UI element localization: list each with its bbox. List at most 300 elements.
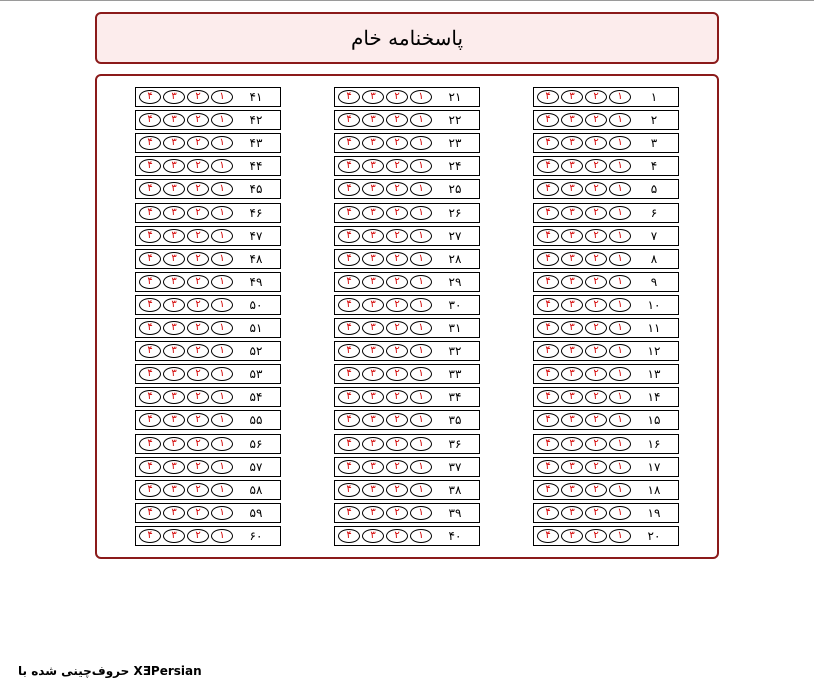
option-bubble[interactable]: ۳ [362, 159, 384, 173]
option-bubble[interactable]: ۴ [139, 275, 161, 289]
question-number: ۱۱ [647, 321, 661, 335]
option-bubble[interactable]: ۲ [187, 390, 209, 404]
option-bubble[interactable]: ۲ [585, 113, 607, 127]
option-bubble[interactable]: ۱ [609, 437, 631, 451]
option-bubble[interactable]: ۴ [338, 390, 360, 404]
option-bubble[interactable]: ۳ [163, 413, 185, 427]
option-bubble[interactable]: ۲ [187, 113, 209, 127]
option-bubble[interactable]: ۱ [609, 344, 631, 358]
option-bubble[interactable]: ۳ [561, 90, 583, 104]
option-bubble[interactable]: ۲ [585, 136, 607, 150]
option-bubble[interactable]: ۴ [537, 367, 559, 381]
option-bubble[interactable]: ۳ [561, 529, 583, 543]
option-bubbles [537, 90, 631, 104]
option-bubble[interactable]: ۲ [585, 298, 607, 312]
option-bubble[interactable]: ۳ [561, 159, 583, 173]
option-bubble[interactable]: ۲ [585, 321, 607, 335]
option-bubble[interactable]: ۱ [609, 321, 631, 335]
option-bubble[interactable]: ۲ [187, 344, 209, 358]
option-bubble[interactable]: ۴ [338, 506, 360, 520]
option-bubble[interactable]: ۳ [163, 298, 185, 312]
question-row [334, 434, 480, 454]
option-bubble[interactable]: ۱ [211, 90, 233, 104]
option-bubble[interactable]: ۱ [410, 529, 432, 543]
option-bubble[interactable]: ۲ [585, 252, 607, 266]
option-bubble[interactable]: ۲ [187, 460, 209, 474]
option-bubble[interactable]: ۳ [561, 344, 583, 358]
question-number: ۴۵ [249, 182, 263, 196]
option-bubble[interactable]: ۱ [410, 367, 432, 381]
option-bubble[interactable]: ۴ [537, 206, 559, 220]
option-bubble[interactable]: ۱ [609, 390, 631, 404]
option-bubble[interactable]: ۱ [609, 506, 631, 520]
option-bubble[interactable]: ۲ [386, 182, 408, 196]
question-row [533, 341, 679, 361]
option-bubble[interactable]: ۲ [187, 159, 209, 173]
option-bubble[interactable]: ۱ [609, 159, 631, 173]
option-bubble[interactable]: ۴ [537, 229, 559, 243]
question-row [334, 341, 480, 361]
option-bubble[interactable]: ۱ [211, 229, 233, 243]
option-bubble[interactable]: ۳ [561, 390, 583, 404]
option-bubble[interactable]: ۳ [362, 298, 384, 312]
option-bubble[interactable]: ۳ [561, 113, 583, 127]
option-bubble[interactable]: ۱ [609, 136, 631, 150]
question-number: ۲۱ [448, 90, 462, 104]
option-bubble[interactable]: ۲ [386, 229, 408, 243]
option-bubble[interactable]: ۱ [410, 252, 432, 266]
option-bubbles [139, 437, 233, 451]
option-bubble[interactable]: ۲ [386, 321, 408, 335]
option-bubble[interactable]: ۳ [362, 113, 384, 127]
option-bubble[interactable]: ۲ [585, 390, 607, 404]
option-bubbles [139, 506, 233, 520]
option-bubble[interactable]: ۴ [139, 206, 161, 220]
option-bubble[interactable]: ۲ [187, 229, 209, 243]
option-bubble[interactable]: ۴ [537, 390, 559, 404]
option-bubble[interactable]: ۴ [139, 321, 161, 335]
option-bubble[interactable]: ۳ [362, 252, 384, 266]
option-bubble[interactable]: ۳ [362, 182, 384, 196]
option-bubble[interactable]: ۴ [139, 298, 161, 312]
option-bubble[interactable]: ۴ [338, 460, 360, 474]
question-row [135, 295, 281, 315]
option-bubble[interactable]: ۱ [609, 252, 631, 266]
option-bubble[interactable]: ۴ [139, 506, 161, 520]
option-bubbles [537, 413, 631, 427]
option-bubbles [338, 460, 432, 474]
option-bubble[interactable]: ۲ [386, 529, 408, 543]
option-bubble[interactable]: ۲ [585, 275, 607, 289]
option-bubble[interactable]: ۲ [386, 136, 408, 150]
question-number: ۳۳ [448, 367, 462, 381]
option-bubble[interactable]: ۱ [211, 529, 233, 543]
option-bubble[interactable]: ۴ [338, 298, 360, 312]
option-bubble[interactable]: ۴ [139, 159, 161, 173]
option-bubble[interactable]: ۴ [338, 206, 360, 220]
option-bubble[interactable]: ۳ [561, 321, 583, 335]
option-bubble[interactable]: ۱ [410, 90, 432, 104]
option-bubble[interactable]: ۳ [561, 483, 583, 497]
option-bubble[interactable]: ۴ [338, 437, 360, 451]
option-bubble[interactable]: ۲ [386, 252, 408, 266]
option-bubble[interactable]: ۳ [362, 275, 384, 289]
option-bubble[interactable]: ۳ [561, 252, 583, 266]
option-bubble[interactable]: ۲ [585, 206, 607, 220]
option-bubbles [338, 321, 432, 335]
option-bubble[interactable]: ۱ [609, 275, 631, 289]
option-bubbles [139, 206, 233, 220]
option-bubbles [139, 413, 233, 427]
option-bubble[interactable]: ۳ [163, 113, 185, 127]
option-bubble[interactable]: ۱ [211, 413, 233, 427]
option-bubble[interactable]: ۴ [139, 229, 161, 243]
option-bubble[interactable]: ۴ [338, 252, 360, 266]
option-bubble[interactable]: ۴ [338, 159, 360, 173]
option-bubble[interactable]: ۳ [163, 460, 185, 474]
option-bubbles [139, 229, 233, 243]
option-bubble[interactable]: ۱ [211, 506, 233, 520]
option-bubble[interactable]: ۲ [386, 298, 408, 312]
option-bubble[interactable]: ۴ [338, 483, 360, 497]
option-bubble[interactable]: ۴ [338, 344, 360, 358]
option-bubbles [537, 252, 631, 266]
option-bubbles [537, 367, 631, 381]
option-bubble[interactable]: ۱ [609, 367, 631, 381]
option-bubble[interactable]: ۱ [410, 229, 432, 243]
option-bubble[interactable]: ۴ [537, 506, 559, 520]
option-bubble[interactable]: ۲ [187, 321, 209, 335]
option-bubble[interactable]: ۱ [410, 275, 432, 289]
option-bubble[interactable]: ۳ [163, 483, 185, 497]
option-bubble[interactable]: ۲ [187, 136, 209, 150]
option-bubble[interactable]: ۴ [139, 252, 161, 266]
option-bubble[interactable]: ۲ [187, 252, 209, 266]
option-bubbles [537, 275, 631, 289]
option-bubble[interactable]: ۴ [139, 437, 161, 451]
question-number: ۳۶ [448, 437, 462, 451]
option-bubble[interactable]: ۴ [338, 275, 360, 289]
option-bubble[interactable]: ۱ [609, 460, 631, 474]
option-bubble[interactable]: ۲ [386, 275, 408, 289]
option-bubble[interactable]: ۲ [386, 113, 408, 127]
option-bubble[interactable]: ۳ [163, 275, 185, 289]
option-bubble[interactable]: ۱ [609, 206, 631, 220]
option-bubble[interactable]: ۱ [211, 252, 233, 266]
question-number: ۸ [650, 252, 658, 266]
option-bubble[interactable]: ۱ [211, 206, 233, 220]
option-bubble[interactable]: ۲ [386, 460, 408, 474]
option-bubble[interactable]: ۳ [561, 367, 583, 381]
option-bubble[interactable]: ۲ [187, 298, 209, 312]
option-bubble[interactable]: ۳ [362, 437, 384, 451]
option-bubble[interactable]: ۳ [561, 298, 583, 312]
option-bubble[interactable]: ۴ [338, 229, 360, 243]
option-bubble[interactable]: ۱ [211, 437, 233, 451]
option-bubble[interactable]: ۳ [163, 90, 185, 104]
option-bubble[interactable]: ۱ [211, 321, 233, 335]
option-bubbles [537, 506, 631, 520]
option-bubble[interactable]: ۴ [139, 136, 161, 150]
option-bubble[interactable]: ۲ [187, 367, 209, 381]
option-bubble[interactable]: ۱ [211, 460, 233, 474]
question-row [334, 203, 480, 223]
option-bubble[interactable]: ۳ [163, 506, 185, 520]
option-bubble[interactable]: ۴ [537, 298, 559, 312]
option-bubble[interactable]: ۳ [561, 182, 583, 196]
question-number: ۱۶ [647, 437, 661, 451]
question-row [135, 179, 281, 199]
option-bubble[interactable]: ۱ [211, 182, 233, 196]
option-bubble[interactable]: ۲ [585, 460, 607, 474]
option-bubble[interactable]: ۱ [211, 113, 233, 127]
option-bubble[interactable]: ۲ [386, 390, 408, 404]
option-bubbles [338, 90, 432, 104]
option-bubble[interactable]: ۳ [561, 437, 583, 451]
question-row [135, 156, 281, 176]
option-bubble[interactable]: ۴ [537, 321, 559, 335]
option-bubble[interactable]: ۳ [163, 321, 185, 335]
option-bubble[interactable]: ۳ [561, 229, 583, 243]
option-bubble[interactable]: ۲ [585, 159, 607, 173]
option-bubble[interactable]: ۱ [410, 159, 432, 173]
option-bubbles [338, 136, 432, 150]
option-bubble[interactable]: ۳ [163, 367, 185, 381]
option-bubbles [338, 113, 432, 127]
option-bubbles [139, 483, 233, 497]
option-bubble[interactable]: ۳ [163, 159, 185, 173]
question-number: ۵ [650, 182, 658, 196]
option-bubble[interactable]: ۲ [187, 437, 209, 451]
option-bubble[interactable]: ۲ [386, 437, 408, 451]
option-bubble[interactable]: ۲ [386, 90, 408, 104]
option-bubble[interactable]: ۳ [362, 321, 384, 335]
option-bubbles [338, 367, 432, 381]
option-bubble[interactable]: ۳ [561, 460, 583, 474]
option-bubble[interactable]: ۳ [163, 206, 185, 220]
question-number: ۱۰ [647, 298, 661, 312]
option-bubble[interactable]: ۴ [139, 413, 161, 427]
question-row [135, 480, 281, 500]
option-bubble[interactable]: ۱ [211, 483, 233, 497]
option-bubble[interactable]: ۳ [362, 529, 384, 543]
option-bubble[interactable]: ۲ [585, 529, 607, 543]
option-bubble[interactable]: ۴ [139, 390, 161, 404]
option-bubble[interactable]: ۴ [139, 460, 161, 474]
option-bubble[interactable]: ۴ [537, 460, 559, 474]
option-bubble[interactable]: ۴ [338, 367, 360, 381]
option-bubble[interactable]: ۴ [537, 275, 559, 289]
option-bubble[interactable]: ۱ [609, 529, 631, 543]
option-bubbles [537, 529, 631, 543]
option-bubble[interactable]: ۱ [410, 321, 432, 335]
option-bubble[interactable]: ۳ [362, 136, 384, 150]
option-bubble[interactable]: ۴ [537, 113, 559, 127]
option-bubble[interactable]: ۳ [163, 252, 185, 266]
option-bubble[interactable]: ۱ [609, 483, 631, 497]
option-bubble[interactable]: ۲ [386, 506, 408, 520]
question-row [135, 110, 281, 130]
option-bubble[interactable]: ۴ [338, 529, 360, 543]
question-row [334, 503, 480, 523]
option-bubble[interactable]: ۲ [386, 413, 408, 427]
question-number: ۲۰ [647, 529, 661, 543]
option-bubble[interactable]: ۴ [338, 321, 360, 335]
option-bubble[interactable]: ۱ [609, 413, 631, 427]
option-bubble[interactable]: ۲ [187, 413, 209, 427]
option-bubbles [139, 159, 233, 173]
option-bubble[interactable]: ۲ [386, 206, 408, 220]
option-bubble[interactable]: ۲ [585, 367, 607, 381]
question-row [533, 179, 679, 199]
option-bubble[interactable]: ۴ [537, 252, 559, 266]
question-row [533, 387, 679, 407]
option-bubble[interactable]: ۱ [211, 275, 233, 289]
option-bubble[interactable]: ۴ [338, 136, 360, 150]
question-number: ۲۵ [448, 182, 462, 196]
option-bubble[interactable]: ۱ [410, 113, 432, 127]
option-bubble[interactable]: ۴ [537, 182, 559, 196]
option-bubble[interactable]: ۳ [362, 460, 384, 474]
option-bubble[interactable]: ۴ [139, 182, 161, 196]
option-bubble[interactable]: ۲ [386, 367, 408, 381]
question-row [334, 156, 480, 176]
option-bubble[interactable]: ۱ [410, 206, 432, 220]
question-row [334, 410, 480, 430]
option-bubble[interactable]: ۳ [561, 136, 583, 150]
question-row [334, 387, 480, 407]
option-bubble[interactable]: ۲ [585, 90, 607, 104]
option-bubble[interactable]: ۳ [163, 182, 185, 196]
option-bubble[interactable]: ۴ [139, 344, 161, 358]
option-bubble[interactable]: ۱ [211, 298, 233, 312]
option-bubble[interactable]: ۳ [561, 206, 583, 220]
option-bubble[interactable]: ۳ [163, 229, 185, 243]
option-bubble[interactable]: ۳ [561, 275, 583, 289]
option-bubble[interactable]: ۳ [362, 390, 384, 404]
option-bubble[interactable]: ۴ [139, 113, 161, 127]
option-bubble[interactable]: ۳ [561, 413, 583, 427]
option-bubble[interactable]: ۱ [609, 90, 631, 104]
question-number: ۶۰ [249, 529, 263, 543]
question-number: ۴۰ [448, 529, 462, 543]
question-row [533, 526, 679, 546]
option-bubble[interactable]: ۱ [211, 344, 233, 358]
option-bubble[interactable]: ۱ [410, 182, 432, 196]
option-bubble[interactable]: ۴ [537, 437, 559, 451]
option-bubble[interactable]: ۳ [561, 506, 583, 520]
option-bubble[interactable]: ۳ [362, 90, 384, 104]
option-bubble[interactable]: ۱ [410, 390, 432, 404]
option-bubble[interactable]: ۱ [410, 460, 432, 474]
option-bubble[interactable]: ۴ [338, 113, 360, 127]
option-bubble[interactable]: ۱ [410, 298, 432, 312]
option-bubble[interactable]: ۳ [362, 344, 384, 358]
option-bubble[interactable]: ۱ [410, 136, 432, 150]
option-bubble[interactable]: ۱ [410, 483, 432, 497]
option-bubble[interactable]: ۲ [187, 182, 209, 196]
option-bubble[interactable]: ۱ [410, 506, 432, 520]
option-bubble[interactable]: ۱ [410, 413, 432, 427]
option-bubble[interactable]: ۴ [537, 413, 559, 427]
option-bubble[interactable]: ۱ [609, 113, 631, 127]
option-bubble[interactable]: ۳ [362, 206, 384, 220]
option-bubble[interactable]: ۳ [163, 344, 185, 358]
option-bubble[interactable]: ۲ [187, 206, 209, 220]
option-bubble[interactable]: ۲ [187, 275, 209, 289]
option-bubble[interactable]: ۱ [211, 159, 233, 173]
option-bubble[interactable]: ۴ [537, 344, 559, 358]
option-bubble[interactable]: ۳ [362, 367, 384, 381]
option-bubble[interactable]: ۲ [386, 159, 408, 173]
option-bubble[interactable]: ۲ [585, 506, 607, 520]
option-bubble[interactable]: ۴ [537, 90, 559, 104]
option-bubble[interactable]: ۱ [609, 229, 631, 243]
option-bubble[interactable]: ۴ [139, 367, 161, 381]
top-border-line [0, 0, 814, 1]
question-row [334, 318, 480, 338]
option-bubble[interactable]: ۱ [211, 367, 233, 381]
option-bubble[interactable]: ۱ [410, 437, 432, 451]
question-row [135, 133, 281, 153]
option-bubble[interactable]: ۴ [537, 136, 559, 150]
option-bubble[interactable]: ۱ [410, 344, 432, 358]
option-bubble[interactable]: ۴ [537, 159, 559, 173]
option-bubble[interactable]: ۴ [139, 90, 161, 104]
option-bubble[interactable]: ۴ [338, 90, 360, 104]
question-row [135, 87, 281, 107]
option-bubble[interactable]: ۳ [163, 437, 185, 451]
option-bubble[interactable]: ۲ [187, 90, 209, 104]
option-bubble[interactable]: ۳ [362, 229, 384, 243]
question-row [135, 410, 281, 430]
option-bubble[interactable]: ۲ [386, 483, 408, 497]
option-bubble[interactable]: ۳ [362, 413, 384, 427]
option-bubble[interactable]: ۳ [362, 506, 384, 520]
option-bubble[interactable]: ۴ [537, 483, 559, 497]
question-row [533, 87, 679, 107]
option-bubble[interactable]: ۱ [609, 298, 631, 312]
option-bubble[interactable]: ۲ [585, 344, 607, 358]
option-bubble[interactable]: ۴ [537, 529, 559, 543]
option-bubble[interactable]: ۱ [211, 136, 233, 150]
option-bubble[interactable]: ۲ [585, 483, 607, 497]
option-bubble[interactable]: ۱ [609, 182, 631, 196]
option-bubbles [139, 275, 233, 289]
option-bubble[interactable]: ۲ [187, 529, 209, 543]
option-bubble[interactable]: ۲ [585, 413, 607, 427]
option-bubble[interactable]: ۳ [163, 529, 185, 543]
question-row [533, 110, 679, 130]
option-bubble[interactable]: ۲ [187, 483, 209, 497]
option-bubble[interactable]: ۴ [338, 413, 360, 427]
option-bubble[interactable]: ۴ [139, 483, 161, 497]
option-bubble[interactable]: ۴ [338, 182, 360, 196]
option-bubble[interactable]: ۲ [386, 344, 408, 358]
question-number: ۳۸ [448, 483, 462, 497]
option-bubble[interactable]: ۲ [585, 437, 607, 451]
question-row [533, 203, 679, 223]
option-bubble[interactable]: ۱ [211, 390, 233, 404]
option-bubble[interactable]: ۳ [163, 390, 185, 404]
question-number: ۵۶ [249, 437, 263, 451]
option-bubble[interactable]: ۲ [585, 182, 607, 196]
option-bubble[interactable]: ۴ [139, 529, 161, 543]
option-bubble[interactable]: ۳ [163, 136, 185, 150]
option-bubble[interactable]: ۲ [585, 229, 607, 243]
option-bubble[interactable]: ۳ [362, 483, 384, 497]
option-bubble[interactable]: ۲ [187, 506, 209, 520]
